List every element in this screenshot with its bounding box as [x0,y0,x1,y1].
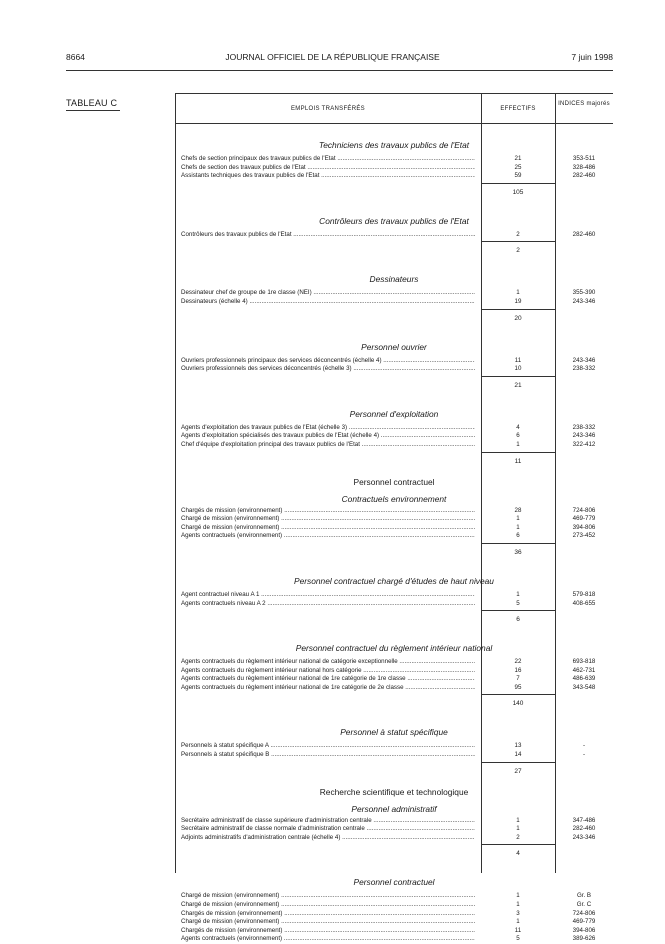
row-label: Agents d'exploitation des travaux publics de l'Etat (échelle 3) ..... [181,424,475,433]
row-indice: 243-346 [572,432,596,440]
row-label: Chargés de mission (environnement) ..... [181,910,475,919]
staff-table [175,93,613,943]
table-row [175,365,613,374]
row-indice: - [582,742,586,750]
row-indice: 347-486 [572,816,596,824]
row-label: Agent contractuel niveau A 1 ..... [181,591,475,600]
row-effectif: 59 [514,172,522,180]
row-label: Dessinateur chef de groupe de 1re classe (NEI) ..... [181,289,475,298]
subtotal-rule [481,241,555,242]
table-row [175,658,613,667]
table-row [175,742,613,751]
row-indice: 389-626 [572,935,596,943]
row-label: Agents contractuels (environnement) ..... [181,532,475,541]
table-row [175,289,613,298]
row-label: Ouvriers professionnels des services déconcentrés (échelle 3) ..... [181,365,475,374]
row-label: Chargés de mission (environnement) ..... [181,927,475,936]
table-row [175,918,613,927]
section-title: Personnel à statut spécifique [340,727,448,738]
subtotal-rule [481,844,555,845]
table-row [175,834,613,843]
subtotal-rule [481,452,555,453]
section-title: Techniciens des travaux publics de l'Etat [318,140,470,150]
row-indice: 355-390 [572,289,596,297]
row-label: Personnels à statut spécifique B ..... [181,751,475,760]
table-row [175,901,613,910]
row-effectif: 5 [516,935,520,943]
row-indice: 238-332 [572,423,596,431]
subtotal-rule [481,183,555,184]
row-effectif: 7 [516,675,520,683]
page-number: 8664 [66,52,85,62]
row-indice: 724-806 [572,506,596,514]
row-indice: 243-346 [572,356,596,364]
row-label: Assistants techniques des travaux publics de l'Etat ..... [181,172,475,181]
row-indice: 322-412 [572,440,596,448]
subtotal-value: 140 [512,700,524,708]
row-indice: - [582,751,586,759]
row-indice: 238-332 [572,365,596,373]
row-indice: Gr. B [576,892,592,900]
row-indice: 408-655 [572,599,596,607]
row-indice: 273-452 [572,532,596,540]
row-label: Contrôleurs des travaux publics de l'Etat ..... [181,231,475,240]
subtotal-block [175,842,613,864]
row-indice: 693-818 [572,658,596,666]
row-label: Agents contractuels du règlement intérieur national hors catégorie ..... [181,667,475,676]
row-indice: Gr. C [576,901,592,909]
table-row [175,935,613,944]
header-rule [66,70,613,71]
row-label: Chargé de mission (environnement) ..... [181,918,475,927]
table-row [175,155,613,164]
subtotal-block [175,692,613,714]
section-title: Personnel administratif [351,803,437,814]
subtotal-value: 21 [514,381,522,389]
row-indice: 282-460 [572,825,596,833]
table-row [175,927,613,936]
section-title: Dessinateurs [369,274,419,285]
subtotal-block [175,760,613,782]
column-header-emplois: EMPLOIS TRANSFÉRÉS [291,106,365,112]
row-indice: 469-779 [572,918,596,926]
row-label: Dessinateurs (échelle 4) ..... [181,298,475,307]
table-row [175,441,613,450]
row-indice: 282-460 [572,172,596,180]
group-title: Recherche scientifique et technologique [319,786,469,797]
subtotal-value: 36 [514,548,522,556]
section-title: Contractuels environnement [341,493,447,504]
row-indice: 469-779 [572,515,596,523]
row-effectif: 11 [514,926,522,934]
row-indice: 394-806 [572,523,596,531]
section-title: Personnel d'exploitation [349,408,439,419]
subtotal-value: 105 [512,188,524,196]
table-row [175,684,613,693]
subtotal-block [175,307,613,329]
section-title: Personnel contractuel du règlement intérieur national [295,643,493,654]
subtotal-rule [481,543,555,544]
section-title: Personnel ouvrier [361,341,427,352]
table-row [175,357,613,366]
subtotal-value: 27 [514,767,522,775]
row-label: Chargé de mission (environnement) ..... [181,515,475,524]
row-indice: 462-731 [572,666,596,674]
section-title: Contrôleurs des travaux publics de l'Etat [319,215,469,226]
row-effectif: 19 [514,297,522,305]
table-row [175,825,613,834]
row-indice: 579-818 [572,590,596,598]
row-label: Personnels à statut spécifique A ..... [181,742,475,751]
table-row [175,675,613,684]
row-label: Chefs de section principaux des travaux publics de l'Etat ..... [181,155,475,164]
row-effectif: 14 [514,751,522,759]
subtotal-block [175,374,613,396]
table-row [175,231,613,240]
table-row [175,164,613,173]
row-indice: 724-806 [572,909,596,917]
journal-title: JOURNAL OFFICIEL DE LA RÉPUBLIQUE FRANÇAISE [225,52,440,62]
row-indice: 243-346 [572,833,596,841]
subtotal-block [175,450,613,472]
row-effectif: 21 [514,155,522,162]
tableau-underline [66,110,120,111]
row-effectif: 5 [516,599,520,607]
row-effectif: 25 [514,163,522,171]
row-effectif: 1 [516,590,520,598]
row-effectif: 22 [514,658,522,666]
subtotal-rule [481,309,555,310]
row-effectif: 1 [516,892,520,900]
table-top-border [175,93,613,94]
row-label: Secrétaire administratif de classe normale d'administration centrale ..... [181,825,475,834]
row-indice: 282-460 [572,230,596,238]
row-label: Secrétaire administratif de classe supérieure d'administration centrale ..... [181,817,475,826]
row-label: Agents d'exploitation spécialisés des travaux publics de l'Etat (échelle 4) ..... [181,432,475,441]
row-effectif: 6 [516,532,520,540]
subtotal-value: 2 [516,247,520,255]
table-row [175,591,613,600]
subtotal-rule [481,376,555,377]
row-label: Agents contractuels du règlement intérieur national de 1re catégorie de 1re classe ..... [181,675,475,684]
row-indice: 328-486 [572,163,596,171]
group-title: Personnel contractuel [353,476,435,487]
row-label: Chargé de mission (environnement) ..... [181,901,475,910]
table-row [175,751,613,760]
subtotal-value: 4 [516,850,520,858]
row-label: Chargé de mission (environnement) ..... [181,892,475,901]
row-effectif: 16 [514,666,522,674]
row-effectif: 2 [516,833,520,841]
column-header-effectifs: EFFECTIFS [500,106,536,112]
subtotal-rule [481,610,555,611]
row-indice: 353-511 [572,155,596,162]
row-indice: 343-548 [572,683,596,691]
subtotal-value: 11 [514,457,522,465]
row-label: Ouvriers professionnels principaux des services déconcentrés (échelle 4) ..... [181,357,475,366]
row-effectif: 95 [514,683,522,691]
row-label: Agents contractuels niveau A 2 ..... [181,600,475,609]
table-row [175,667,613,676]
subtotal-rule [481,694,555,695]
row-effectif: 13 [514,742,522,750]
table-row [175,507,613,516]
row-effectif: 3 [516,909,520,917]
subtotal-value: 6 [516,616,520,624]
section-title: Personnel contractuel chargé d'études de haut niveau [294,575,494,586]
row-label: Chargé de mission (environnement) ..... [181,524,475,533]
table-body [175,123,613,944]
table-row [175,910,613,919]
row-effectif: 11 [514,356,522,364]
row-effectif: 1 [516,515,520,523]
subtotal-block [175,181,613,203]
table-row [175,532,613,541]
row-effectif: 1 [516,289,520,297]
row-label: Agents contractuels du règlement intérieur national de catégorie exceptionnelle ..... [181,658,475,667]
row-label: Agents contractuels (environnement) ..... [181,935,475,944]
row-label: Chefs de section des travaux publics de l'Etat ..... [181,164,475,173]
row-effectif: 1 [516,816,520,824]
column-header-indices: INDICES majorés [558,101,610,107]
row-effectif: 4 [516,423,520,431]
table-row [175,432,613,441]
row-label: Agents contractuels du règlement intérieur national de 1re catégorie de 2e classe ..... [181,684,475,693]
row-effectif: 1 [516,825,520,833]
section-title: Personnel contractuel [353,877,435,888]
row-label: Chargés de mission (environnement) ..... [181,507,475,516]
row-effectif: 1 [516,523,520,531]
subtotal-rule [481,762,555,763]
row-effectif: 1 [516,440,520,448]
row-indice: 394-806 [572,926,596,934]
table-row [175,298,613,307]
row-effectif: 1 [516,918,520,926]
row-effectif: 2 [516,230,520,238]
row-effectif: 6 [516,432,520,440]
subtotal-block [175,608,613,630]
table-row [175,515,613,524]
subtotal-value: 20 [514,314,522,322]
row-effectif: 1 [516,901,520,909]
row-indice: 243-346 [572,297,596,305]
subtotal-block [175,541,613,563]
table-row [175,600,613,609]
table-row [175,424,613,433]
table-row [175,817,613,826]
row-indice: 486-639 [572,675,596,683]
subtotal-block [175,239,613,261]
table-row [175,524,613,533]
row-label: Adjoints administratifs d'administration centrale (échelle 4) ..... [181,834,475,843]
row-effectif: 28 [514,506,522,514]
row-effectif: 10 [514,365,522,373]
row-label: Chef d'équipe d'exploitation principal des travaux publics de l'Etat ..... [181,441,475,450]
page-date: 7 juin 1998 [571,52,613,62]
tableau-label: TABLEAU C [66,98,118,108]
table-row [175,172,613,181]
